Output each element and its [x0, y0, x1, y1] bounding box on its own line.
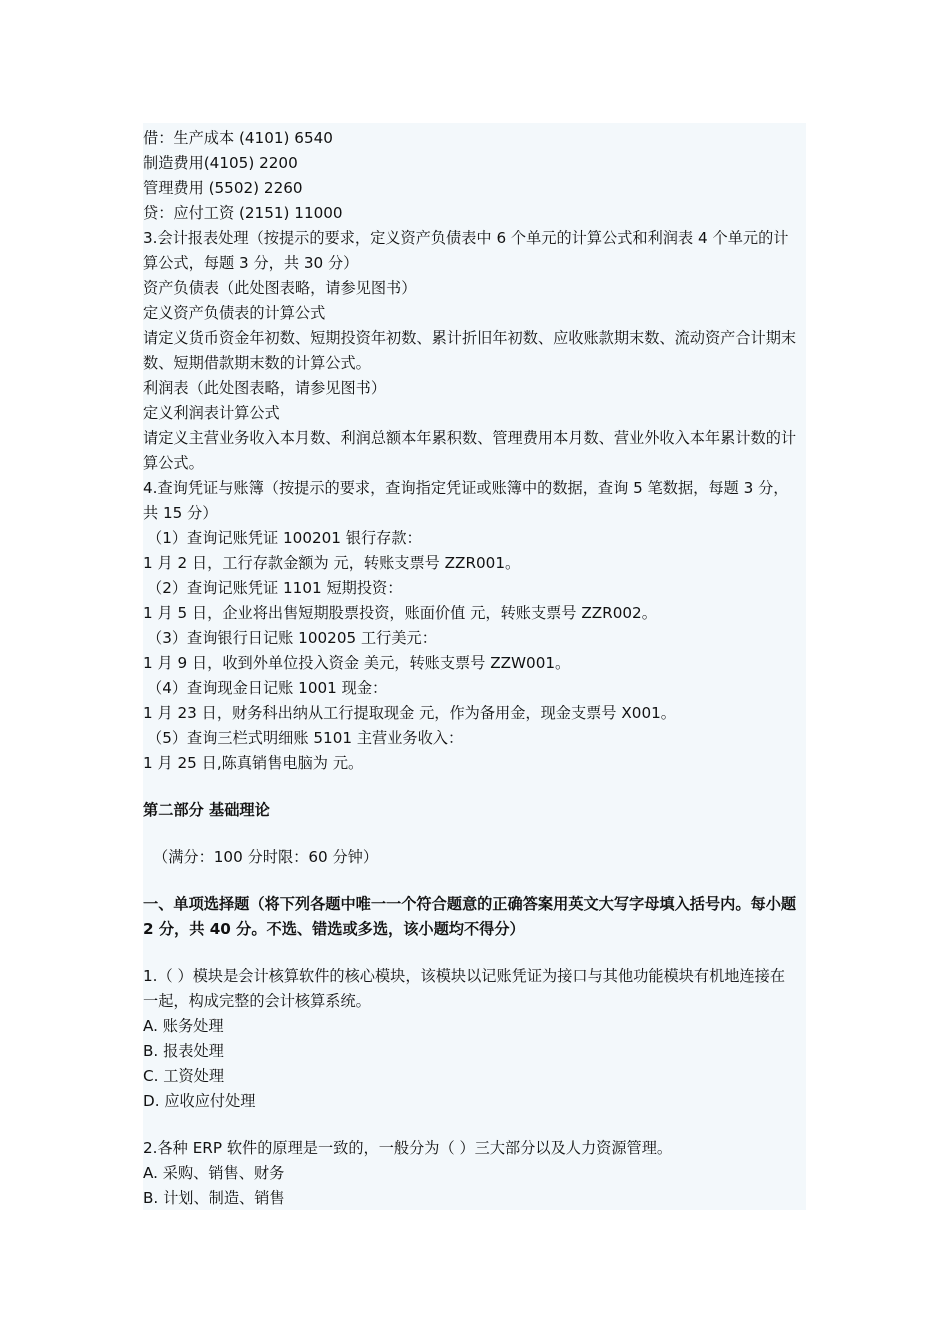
text-line: 利润表（此处图表略，请参见图书） — [143, 379, 386, 397]
option-a: A. 采购、销售、财务 — [143, 1164, 285, 1182]
part-heading: 一、单项选择题（将下列各题中唯一一个符合题意的正确答案用英文大写字母填入括号内。每小题 2 分，共 40 分。不选、错选或多选，该小题均不得分） — [143, 895, 797, 938]
spacer — [143, 1114, 800, 1136]
query-item: （4）查询现金日记账 1001 现金： — [147, 679, 388, 697]
spacer — [143, 823, 800, 845]
text-line: 资产负债表（此处图表略，请参见图书） — [143, 279, 417, 297]
text-paragraph: 请定义货币资金年初数、短期投资年初数、累计折旧年初数、应收账款期末数、流动资产合计期末数、短期借款期末数的计算公式。 — [143, 329, 797, 372]
journal-credit-line: 贷：应付工资 (2151) 11000 — [143, 204, 343, 222]
task-heading-query: 4.查询凭证与账簿（按提示的要求，查询指定凭证或账簿中的数据，查询 5 笔数据，每题 3 分，共 15 分） — [143, 479, 789, 522]
query-answer: 1 月 5 日，企业将出售短期股票投资，账面价值 元，转账支票号 ZZR002。 — [143, 604, 657, 622]
text-line: 定义利润表计算公式 — [143, 404, 280, 422]
spacer — [143, 942, 800, 964]
query-answer: 1 月 9 日，收到外单位投入资金 美元，转账支票号 ZZW001。 — [143, 654, 571, 672]
option-d: D. 应收应付处理 — [143, 1092, 256, 1110]
query-answer: 1 月 23 日，财务科出纳从工行提取现金 元，作为备用金，现金支票号 X001。 — [143, 704, 676, 722]
query-item: （3）查询银行日记账 100205 工行美元： — [147, 629, 437, 647]
exam-limits: （满分：100 分时限：60 分钟） — [153, 848, 379, 866]
journal-debit-line: 借：生产成本 (4101) 6540 — [143, 129, 333, 147]
query-item: （5）查询三栏式明细账 5101 主营业务收入： — [147, 729, 464, 747]
task-heading-reports: 3.会计报表处理（按提示的要求，定义资产负债表中 6 个单元的计算公式和利润表 4 个单元的计算公式，每题 3 分，共 30 分） — [143, 229, 789, 272]
option-a: A. 账务处理 — [143, 1017, 224, 1035]
journal-line: 制造费用(4105) 2200 — [143, 154, 298, 172]
query-answer: 1 月 2 日，工行存款金额为 元，转账支票号 ZZR001。 — [143, 554, 521, 572]
section-heading: 第二部分 基础理论 — [143, 801, 270, 819]
query-item: （2）查询记账凭证 1101 短期投资： — [147, 579, 403, 597]
spacer — [143, 776, 800, 798]
option-b: B. 计划、制造、销售 — [143, 1189, 285, 1207]
journal-line: 管理费用 (5502) 2260 — [143, 179, 303, 197]
query-item: （1）查询记账凭证 100201 银行存款： — [147, 529, 422, 547]
question-stem: 1.（ ）模块是会计核算软件的核心模块，该模块以记账凭证为接口与其他功能模块有机地连接在一起，构成完整的会计核算系统。 — [143, 967, 786, 1010]
document-page — [143, 123, 806, 1210]
option-c: C. 工资处理 — [143, 1067, 225, 1085]
text-paragraph: 请定义主营业务收入本月数、利润总额本年累积数、管理费用本月数、营业外收入本年累计数的计算公式。 — [143, 429, 797, 472]
text-line: 定义资产负债表的计算公式 — [143, 304, 326, 322]
option-b: B. 报表处理 — [143, 1042, 224, 1060]
query-answer: 1 月 25 日,陈真销售电脑为 元。 — [143, 754, 364, 772]
spacer — [143, 870, 800, 892]
question-stem: 2.各种 ERP 软件的原理是一致的，一般分为（ ）三大部分以及人力资源管理。 — [143, 1139, 673, 1157]
